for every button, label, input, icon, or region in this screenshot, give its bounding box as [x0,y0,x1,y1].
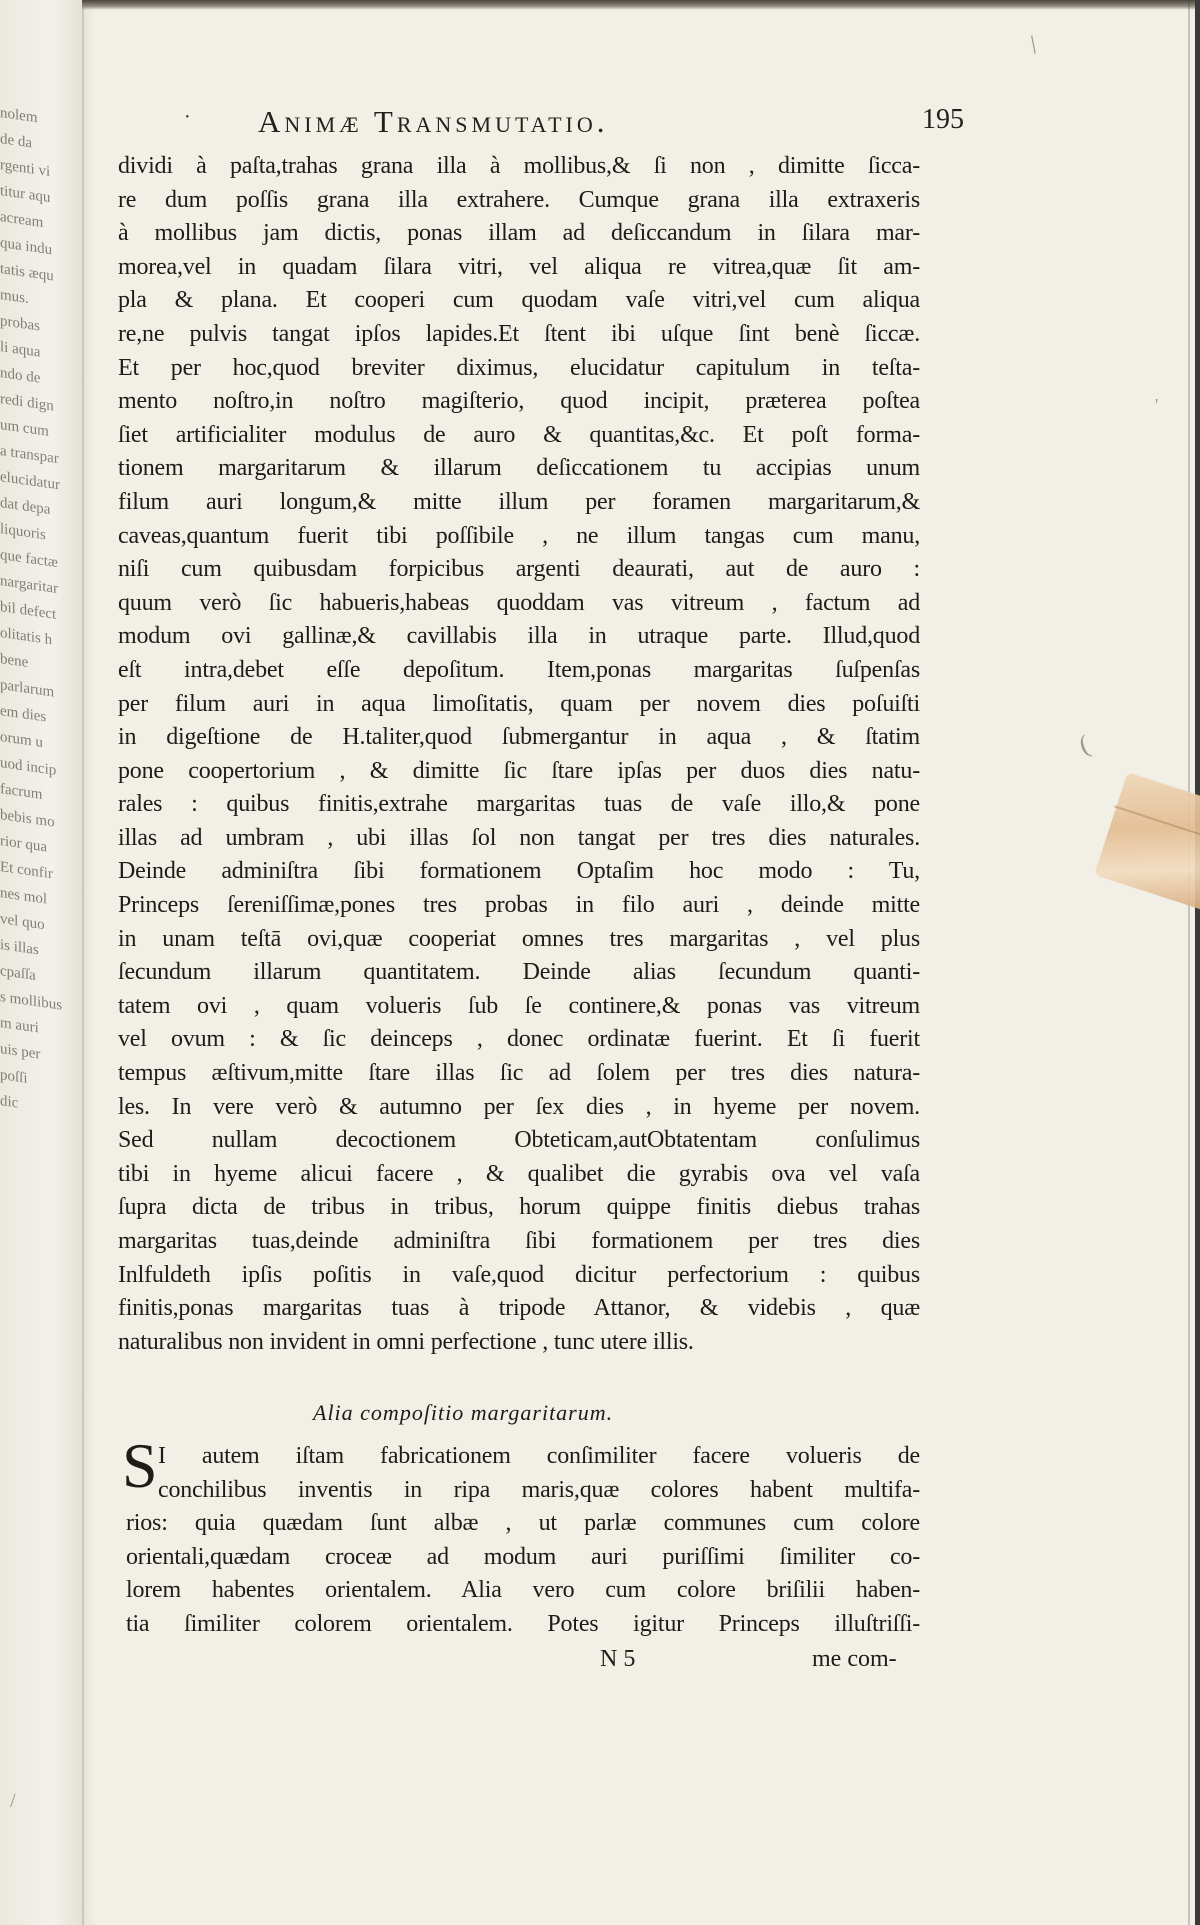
text-line: les. In vere verò & autumno per ſex dies , in hyeme per novem. [118,1093,920,1120]
text-line: quum verò ſic habueris,habeas quoddam vas vitreum , factum ad [118,589,920,616]
section-text-block [126,1440,920,1642]
text-line: ſiet artificialiter modulus de auro & quantitas,&c. Et poſt forma- [118,421,920,448]
signature-mark: N 5 [600,1646,636,1672]
text-line: tibi in hyeme alicui facere , & qualibet die gyrabis ova vel vaſa [118,1160,920,1187]
header-ornament: · [184,106,191,128]
text-line: Et per hoc,quod breviter diximus, elucidatur capitulum in teſta- [118,354,920,381]
text-line: vel ovum : & ſic deinceps , donec ordinatæ fuerint. Et ſi fuerit [118,1026,920,1053]
text-line: re dum poſſis grana illa extrahere. Cumque grana illa extraxeris [118,186,920,213]
text-line: lorem habentes orientalem. Alia vero cum colore briſilii haben- [126,1577,920,1604]
paper-speck: / [1022,30,1044,59]
bleed-fragment: redi dign [0,391,54,415]
bleed-fragment: is illas [0,937,39,959]
bleed-fragment: de da [0,131,33,152]
text-line: dividi à paſta,trahas grana illa à mollibus,& ſi non , dimitte ſicca- [118,153,920,179]
bleed-fragment: bil defect [0,599,57,623]
bleed-fragment: probas [0,313,40,335]
bleed-fragment: uis per [0,1041,41,1063]
text-line: eſt intra,debet eſſe depoſitum. Item,ponas margaritas ſuſpenſas [118,656,920,683]
text-line: per filum auri in aqua limoſitatis, quam per novem dies poſuiſti [118,690,920,717]
text-line: à mollibus jam dictis, ponas illam ad deſiccandum in ſilara mar- [118,220,920,247]
paper-speck: ' [1155,395,1159,415]
bleed-fragment: nes mol [0,885,48,908]
bleed-fragment: bene [0,651,29,671]
bleed-fragment: nargaritar [0,573,59,598]
paper-speck: / [10,1790,16,1812]
bleed-fragment: poſſi [0,1067,28,1087]
bleed-fragment: Et confir [0,859,53,883]
text-line: illas ad umbram , ubi illas ſol non tangat per tres dies naturales. [118,824,920,851]
text-line: pone coopertorium , & dimitte ſic ſtare ipſas per duos dies natu- [118,757,920,784]
bleed-fragment: que factæ [0,547,58,572]
facing-page-bleed-through [0,100,84,1114]
bleed-fragment: nolem [0,105,38,127]
text-line: ſecundum illarum quantitatem. Deinde alias ſecundum quanti- [118,959,920,986]
bleed-fragment: bebis mo [0,807,55,831]
bleed-fragment: dat depa [0,495,51,519]
bleed-fragment: a transpar [0,443,59,468]
running-header [184,104,974,140]
text-line: finitis,ponas margaritas tuas à tripode Attanor, & videbis , quæ [118,1295,920,1322]
bleed-fragment: rior qua [0,833,48,856]
text-line: niſi cum quibusdam forpicibus argenti deaurati, aut de auro : [118,556,920,583]
text-line: Princeps ſereniſſimæ,pones tres probas in filo auri , deinde mitte [118,892,920,919]
bleed-fragment: qua indu [0,235,53,259]
bleed-fragment: em dies [0,703,47,726]
text-line: filum auri longum,& mitte illum per foramen margaritarum,& [118,488,920,515]
drop-capital: S [122,1430,158,1501]
text-line: conchilibus inventis in ripa maris,quæ colores habent multifa- [158,1476,920,1503]
bleed-fragment: liquoris [0,521,46,544]
top-page-edge [82,0,1200,10]
section-heading: Alia compoſitio margaritarum. [313,1400,614,1425]
text-line: Deinde adminiſtra ſibi formationem Optaſim hoc modo : Tu, [118,858,920,885]
text-line: margaritas tuas,deinde adminiſtra ſibi formationem per tres dies [118,1228,920,1254]
text-line: orientali,quædam croceæ ad modum auri puriſſimi ſimiliter co- [126,1543,920,1570]
text-line: in unam teſtā ovi,quæ cooperiat omnes tres margaritas , vel plus [118,925,920,952]
bleed-fragment: tatis æqu [0,261,54,285]
bleed-fragment: s mollibus [0,989,63,1014]
text-line: naturalibus non invident in omni perfectione , tunc utere illis. [118,1328,694,1355]
text-line: tatem ovi , quam volueris ſub ſe continere,& ponas vas vitreum [118,992,920,1019]
bleed-fragment: elucidatur [0,469,60,494]
paper-speck: ( [1075,729,1094,760]
right-page-edge [1195,0,1200,1925]
bleed-fragment: titur aqu [0,183,51,207]
page-number: 195 [922,104,964,135]
bleed-fragment: facrum [0,781,43,803]
text-line: re,ne pulvis tangat ipſos lapides.Et ſtent ibi uſque ſint benè ſiccæ. [118,320,920,347]
text-line: modum ovi gallinæ,& cavillabis illa in utraque parte. Illud,quod [118,623,920,650]
text-line: rales : quibus finitis,extrahe margaritas tuas de vaſe illo,& pone [118,791,920,818]
bleed-fragment: rgenti vi [0,157,51,181]
bleed-fragment: parlarum [0,677,55,701]
text-line: ſupra dicta de tribus in tribus, horum quippe finitis diebus trahas [118,1194,920,1221]
bleed-fragment: m auri [0,1015,39,1037]
text-line: mento noſtro,in noſtro magiſterio, quod incipit, præterea poſtea [118,388,920,415]
bleed-fragment: mus. [0,287,29,308]
bleed-fragment: um cum [0,417,49,440]
text-line: tionem margaritarum & illarum deſiccationem tu accipias unum [118,455,920,482]
text-line: Sed nullam decoctionem Obteticam,autObtatentam conſulimus [118,1127,920,1154]
right-edge-shadow [1188,0,1190,1925]
text-line: caveas,quantum fuerit tibi poſſibile , ne illum tangas cum manu, [118,522,920,549]
text-line: in digeſtione de H.taliter,quod ſubmergantur in aqua , & ſtatim [118,724,920,751]
text-line: tempus æſtivum,mitte ſtare illas ſic ad ſolem per tres dies natura- [118,1060,920,1087]
bleed-fragment: orum u [0,729,43,752]
bleed-fragment: vel quo [0,911,45,934]
text-line: Inlfuldeth ipſis poſitis in vaſe,quod dicitur perfectorium : quibus [118,1261,920,1288]
text-line: rios: quia quædam ſunt albæ , ut parlæ communes cum colore [126,1510,920,1537]
text-line: pla & plana. Et cooperi cum quodam vaſe vitri,vel cum aliqua [118,287,920,314]
bleed-fragment: dic [0,1093,19,1112]
text-line: tia ſimiliter colorem orientalem. Potes igitur Princeps illuſtriſſi- [126,1610,920,1637]
bleed-fragment: cpaſſa [0,963,36,985]
bleed-fragment: ndo de [0,365,41,387]
bookmark-ribbon [1094,772,1200,912]
running-title: Animæ Transmutatio. [258,104,609,139]
main-text-block [118,150,920,1359]
bleed-fragment: uod incip [0,755,57,779]
bleed-fragment: li aqua [0,339,41,361]
text-line: I autem iſtam fabricationem conſimiliter facere volueris de [158,1443,920,1469]
bleed-fragment: olitatis h [0,625,53,649]
catchword: me com- [812,1646,897,1672]
text-line: morea,vel in quadam ſilara vitri, vel aliqua re vitrea,quæ ſit am- [118,253,920,280]
bleed-fragment: acream [0,209,44,232]
